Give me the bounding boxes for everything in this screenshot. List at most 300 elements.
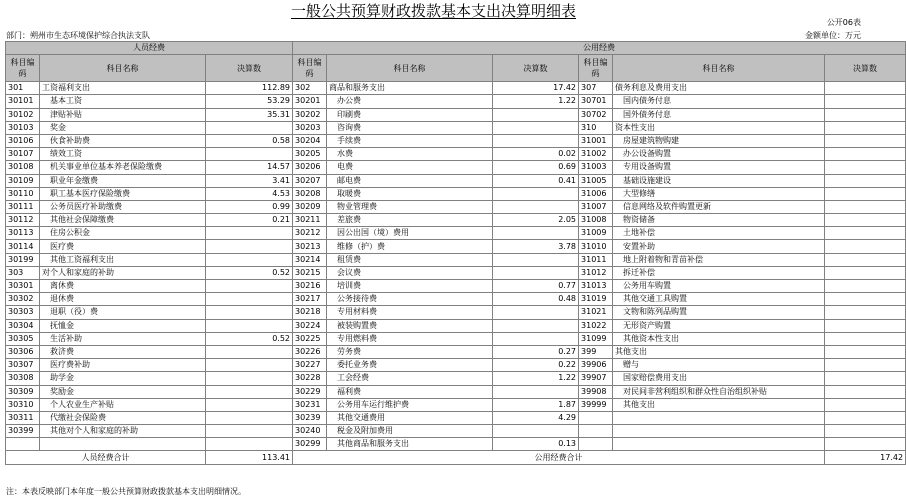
table-row (6, 345, 906, 358)
subject-name: 其他支出 (613, 398, 825, 411)
subject-name: 拆迁补偿 (613, 266, 825, 279)
subject-name: 委托业务费 (327, 359, 493, 372)
subject-code (579, 438, 613, 451)
table-row (6, 438, 906, 451)
subject-name: 公务用车运行维护费 (327, 398, 493, 411)
amount (206, 385, 293, 398)
table-row (6, 253, 906, 266)
amount (493, 306, 579, 319)
amount (493, 187, 579, 200)
amount (825, 266, 906, 279)
amount (206, 148, 293, 161)
subject-code: 30226 (293, 345, 327, 358)
amount (825, 108, 906, 121)
subject-code: 31006 (579, 187, 613, 200)
subject-code: 30228 (293, 372, 327, 385)
subject-code: 30207 (293, 174, 327, 187)
subject-code: 30311 (6, 411, 40, 424)
column-header-row (6, 55, 906, 82)
subject-code: 301 (6, 82, 40, 95)
subject-name: 国外债务付息 (613, 108, 825, 121)
amount (825, 214, 906, 227)
amount (493, 385, 579, 398)
subject-name: 其他支出 (613, 345, 825, 358)
table-row (6, 121, 906, 134)
total-personnel-label: 人员经费合计 (6, 451, 206, 464)
subject-name: 公务用车购置 (613, 280, 825, 293)
subject-name: 专用设备购置 (613, 161, 825, 174)
subject-name: 因公出国（境）费用 (327, 227, 493, 240)
subject-name: 职业年金缴费 (40, 174, 206, 187)
subject-code: 30106 (6, 134, 40, 147)
subject-name: 电费 (327, 161, 493, 174)
amount (825, 385, 906, 398)
subject-code: 31002 (579, 148, 613, 161)
subject-code (6, 438, 40, 451)
footnote: 注：本表反映部门本年度一般公共预算财政拨款基本支出明细情况。 (6, 487, 246, 496)
subject-code: 30111 (6, 200, 40, 213)
amount: 0.48 (493, 293, 579, 306)
subject-name (613, 425, 825, 438)
amount (825, 306, 906, 319)
subject-name: 其他资本性支出 (613, 332, 825, 345)
amount: 0.13 (493, 438, 579, 451)
table-row (6, 227, 906, 240)
amount (825, 82, 906, 95)
subject-code: 31009 (579, 227, 613, 240)
subject-code: 30224 (293, 319, 327, 332)
subject-code: 30211 (293, 214, 327, 227)
subject-code: 30213 (293, 240, 327, 253)
table-row (6, 398, 906, 411)
subject-name: 对民间非营利组织和群众性自治组织补贴 (613, 385, 825, 398)
subject-code: 30217 (293, 293, 327, 306)
table-row (6, 82, 906, 95)
table-row (6, 200, 906, 213)
subject-code: 30205 (293, 148, 327, 161)
subject-code: 30305 (6, 332, 40, 345)
subject-code: 30225 (293, 332, 327, 345)
subject-name: 专用燃料费 (327, 332, 493, 345)
table-row (6, 108, 906, 121)
subject-code: 30204 (293, 134, 327, 147)
subject-name: 信息网络及软件购置更新 (613, 200, 825, 213)
subject-code: 31007 (579, 200, 613, 213)
amount: 4.53 (206, 187, 293, 200)
table-title: 一般公共预算财政拨款基本支出决算明细表 (290, 2, 576, 20)
amount (825, 293, 906, 306)
subject-code: 30231 (293, 398, 327, 411)
subject-name: 税金及附加费用 (327, 425, 493, 438)
subject-code: 30216 (293, 280, 327, 293)
subject-code: 30203 (293, 121, 327, 134)
form-number: 公开06表 (826, 18, 861, 27)
table-row (6, 385, 906, 398)
subject-name: 文物和陈列品购置 (613, 306, 825, 319)
subject-code: 30309 (6, 385, 40, 398)
table-row (6, 134, 906, 147)
subject-code: 30239 (293, 411, 327, 424)
subject-code: 39999 (579, 398, 613, 411)
subject-name: 赠与 (613, 359, 825, 372)
subject-name (613, 411, 825, 424)
subject-name: 奖励金 (40, 385, 206, 398)
table-row (6, 372, 906, 385)
subject-name: 租赁费 (327, 253, 493, 266)
subject-name: 福利费 (327, 385, 493, 398)
subject-name: 公务员医疗补助缴费 (40, 200, 206, 213)
table-row (6, 293, 906, 306)
amount: 2.05 (493, 214, 579, 227)
subject-name: 咨询费 (327, 121, 493, 134)
amount (825, 359, 906, 372)
amount (825, 187, 906, 200)
subject-code (579, 411, 613, 424)
group-personnel: 人员经费 (6, 42, 293, 55)
amount (206, 121, 293, 134)
amount (206, 411, 293, 424)
subject-name: 伙食补助费 (40, 134, 206, 147)
amount (493, 200, 579, 213)
department-label: 部门：朔州市生态环境保护综合执法支队 (6, 31, 150, 40)
subject-name: 办公设备购置 (613, 148, 825, 161)
subject-name: 劳务费 (327, 345, 493, 358)
subject-code: 30702 (579, 108, 613, 121)
subject-name: 其他工资福利支出 (40, 253, 206, 266)
col-code-header: 科目编码 (293, 55, 327, 82)
subject-name: 工资福利支出 (40, 82, 206, 95)
subject-name: 个人农业生产补贴 (40, 398, 206, 411)
amount (825, 148, 906, 161)
subject-name: 公务接待费 (327, 293, 493, 306)
subject-name: 商品和服务支出 (327, 82, 493, 95)
subject-name: 国家赔偿费用支出 (613, 372, 825, 385)
table-row (6, 425, 906, 438)
amount: 0.52 (206, 266, 293, 279)
amount (206, 293, 293, 306)
table-row (6, 240, 906, 253)
subject-code: 30110 (6, 187, 40, 200)
subject-name: 其他交通费用 (327, 411, 493, 424)
subject-code: 302 (293, 82, 327, 95)
subject-code: 30214 (293, 253, 327, 266)
amount (206, 359, 293, 372)
amount (493, 121, 579, 134)
subject-name: 专用材料费 (327, 306, 493, 319)
subject-name: 资本性支出 (613, 121, 825, 134)
subject-code: 30240 (293, 425, 327, 438)
subject-code: 30304 (6, 319, 40, 332)
amount: 3.78 (493, 240, 579, 253)
amount (493, 319, 579, 332)
subject-code: 30310 (6, 398, 40, 411)
col-amount-header: 决算数 (493, 55, 579, 82)
subject-name: 住房公积金 (40, 227, 206, 240)
table-row (6, 161, 906, 174)
amount (206, 253, 293, 266)
subject-name: 地上附着物和青苗补偿 (613, 253, 825, 266)
subject-name: 其他社会保障缴费 (40, 214, 206, 227)
subject-code: 30302 (6, 293, 40, 306)
subject-code: 31022 (579, 319, 613, 332)
subject-code: 39906 (579, 359, 613, 372)
amount: 35.31 (206, 108, 293, 121)
subject-name: 大型修缮 (613, 187, 825, 200)
amount (206, 372, 293, 385)
amount: 0.21 (206, 214, 293, 227)
subject-code: 30112 (6, 214, 40, 227)
subject-name: 基础设施建设 (613, 174, 825, 187)
subject-code: 30215 (293, 266, 327, 279)
subject-code: 30308 (6, 372, 40, 385)
subject-name: 医疗费补助 (40, 359, 206, 372)
subject-name: 其他交通工具购置 (613, 293, 825, 306)
subject-name: 无形资产购置 (613, 319, 825, 332)
table-row (6, 319, 906, 332)
amount (825, 425, 906, 438)
subject-code: 30202 (293, 108, 327, 121)
subject-name: 离休费 (40, 280, 206, 293)
amount (493, 253, 579, 266)
subject-code: 30212 (293, 227, 327, 240)
subject-code: 30109 (6, 174, 40, 187)
subject-code: 31013 (579, 280, 613, 293)
subject-name: 取暖费 (327, 187, 493, 200)
subject-name: 水费 (327, 148, 493, 161)
subject-name: 会议费 (327, 266, 493, 279)
amount: 112.89 (206, 82, 293, 95)
subject-code: 30113 (6, 227, 40, 240)
subject-code: 31003 (579, 161, 613, 174)
col-amount-header: 决算数 (825, 55, 906, 82)
subject-name: 抚恤金 (40, 319, 206, 332)
amount: 53.29 (206, 95, 293, 108)
total-public-label: 公用经费合计 (293, 451, 825, 464)
col-name-header: 科目名称 (40, 55, 206, 82)
amount (825, 161, 906, 174)
amount (825, 174, 906, 187)
subject-name: 救济费 (40, 345, 206, 358)
amount (825, 438, 906, 451)
subject-name: 助学金 (40, 372, 206, 385)
amount: 0.99 (206, 200, 293, 213)
col-amount-header: 决算数 (206, 55, 293, 82)
table-row (6, 306, 906, 319)
amount: 0.77 (493, 280, 579, 293)
amount (825, 345, 906, 358)
amount (206, 345, 293, 358)
amount (825, 372, 906, 385)
amount (493, 134, 579, 147)
subject-name: 物资储备 (613, 214, 825, 227)
amount (825, 200, 906, 213)
subject-name: 退职（役）费 (40, 306, 206, 319)
subject-name: 代缴社会保险费 (40, 411, 206, 424)
amount: 0.69 (493, 161, 579, 174)
subject-code: 30102 (6, 108, 40, 121)
amount (493, 227, 579, 240)
table-row (6, 411, 906, 424)
subject-code: 30209 (293, 200, 327, 213)
amount (206, 227, 293, 240)
subject-code: 31021 (579, 306, 613, 319)
subject-code: 30114 (6, 240, 40, 253)
table-row (6, 148, 906, 161)
amount (493, 108, 579, 121)
subject-name: 其他对个人和家庭的补助 (40, 425, 206, 438)
subject-code: 30299 (293, 438, 327, 451)
amount (206, 319, 293, 332)
subject-code: 30229 (293, 385, 327, 398)
total-personnel-value: 113.41 (206, 451, 293, 464)
amount: 0.27 (493, 345, 579, 358)
subject-name: 培训费 (327, 280, 493, 293)
subject-code: 30208 (293, 187, 327, 200)
subject-name: 医疗费 (40, 240, 206, 253)
subject-name: 津贴补贴 (40, 108, 206, 121)
amount (493, 425, 579, 438)
subject-code: 31008 (579, 214, 613, 227)
amount (206, 425, 293, 438)
subject-code: 30218 (293, 306, 327, 319)
subject-name (613, 438, 825, 451)
amount (825, 240, 906, 253)
subject-code: 30227 (293, 359, 327, 372)
subject-code: 31011 (579, 253, 613, 266)
amount (825, 280, 906, 293)
subject-name: 手续费 (327, 134, 493, 147)
subject-code: 39907 (579, 372, 613, 385)
amount: 0.58 (206, 134, 293, 147)
total-public-value: 17.42 (825, 451, 906, 464)
subject-name: 土地补偿 (613, 227, 825, 240)
subject-code: 30101 (6, 95, 40, 108)
subject-code: 30307 (6, 359, 40, 372)
amount (825, 95, 906, 108)
amount: 0.22 (493, 359, 579, 372)
subject-code: 30103 (6, 121, 40, 134)
amount: 1.87 (493, 398, 579, 411)
amount (825, 134, 906, 147)
subject-name: 邮电费 (327, 174, 493, 187)
amount (825, 253, 906, 266)
subject-name: 生活补助 (40, 332, 206, 345)
amount: 17.42 (493, 82, 579, 95)
col-name-header: 科目名称 (327, 55, 493, 82)
subject-code: 310 (579, 121, 613, 134)
amount (825, 319, 906, 332)
amount (825, 398, 906, 411)
subject-code: 30206 (293, 161, 327, 174)
subject-name: 办公费 (327, 95, 493, 108)
amount (825, 227, 906, 240)
subject-code: 30199 (6, 253, 40, 266)
amount: 4.29 (493, 411, 579, 424)
subject-code: 30201 (293, 95, 327, 108)
amount: 14.57 (206, 161, 293, 174)
amount (825, 332, 906, 345)
unit-label: 金额单位：万元 (805, 31, 861, 40)
subject-name: 物业管理费 (327, 200, 493, 213)
subject-name: 工会经费 (327, 372, 493, 385)
amount: 3.41 (206, 174, 293, 187)
amount: 0.52 (206, 332, 293, 345)
subject-name: 绩效工资 (40, 148, 206, 161)
subject-code: 30701 (579, 95, 613, 108)
table-row (6, 174, 906, 187)
subject-code: 30399 (6, 425, 40, 438)
amount: 1.22 (493, 372, 579, 385)
subject-code: 31012 (579, 266, 613, 279)
amount: 0.02 (493, 148, 579, 161)
table-row (6, 332, 906, 345)
subject-name: 被装购置费 (327, 319, 493, 332)
subject-name (40, 438, 206, 451)
amount (206, 398, 293, 411)
expenditure-table (5, 41, 906, 465)
amount: 0.41 (493, 174, 579, 187)
subject-code (579, 425, 613, 438)
amount (493, 332, 579, 345)
amount (206, 438, 293, 451)
subject-code: 30301 (6, 280, 40, 293)
amount (206, 280, 293, 293)
amount (206, 306, 293, 319)
total-row (6, 451, 906, 464)
table-row (6, 214, 906, 227)
subject-code: 30107 (6, 148, 40, 161)
amount: 1.22 (493, 95, 579, 108)
table-row (6, 187, 906, 200)
subject-name: 对个人和家庭的补助 (40, 266, 206, 279)
amount (825, 121, 906, 134)
subject-code: 39908 (579, 385, 613, 398)
subject-name: 退休费 (40, 293, 206, 306)
subject-code: 307 (579, 82, 613, 95)
subject-name: 其他商品和服务支出 (327, 438, 493, 451)
col-name-header: 科目名称 (613, 55, 825, 82)
subject-code: 30303 (6, 306, 40, 319)
subject-name: 机关事业单位基本养老保险缴费 (40, 161, 206, 174)
table-row (6, 95, 906, 108)
subject-name: 职工基本医疗保险缴费 (40, 187, 206, 200)
subject-code: 31010 (579, 240, 613, 253)
subject-name: 安置补助 (613, 240, 825, 253)
table-row (6, 359, 906, 372)
amount (206, 240, 293, 253)
subject-code: 31019 (579, 293, 613, 306)
col-code-header: 科目编码 (6, 55, 40, 82)
subject-name: 国内债务付息 (613, 95, 825, 108)
subject-name: 差旅费 (327, 214, 493, 227)
table-row (6, 266, 906, 279)
subject-name: 房屋建筑物购建 (613, 134, 825, 147)
table-row (6, 280, 906, 293)
group-header-row (6, 42, 906, 55)
amount (493, 266, 579, 279)
subject-code: 31005 (579, 174, 613, 187)
subject-code: 399 (579, 345, 613, 358)
subject-code: 30306 (6, 345, 40, 358)
col-code-header: 科目编码 (579, 55, 613, 82)
subject-code: 31099 (579, 332, 613, 345)
subject-code: 303 (6, 266, 40, 279)
subject-code: 30108 (6, 161, 40, 174)
subject-name: 印刷费 (327, 108, 493, 121)
amount (825, 411, 906, 424)
subject-name: 基本工资 (40, 95, 206, 108)
group-public: 公用经费 (293, 42, 906, 55)
